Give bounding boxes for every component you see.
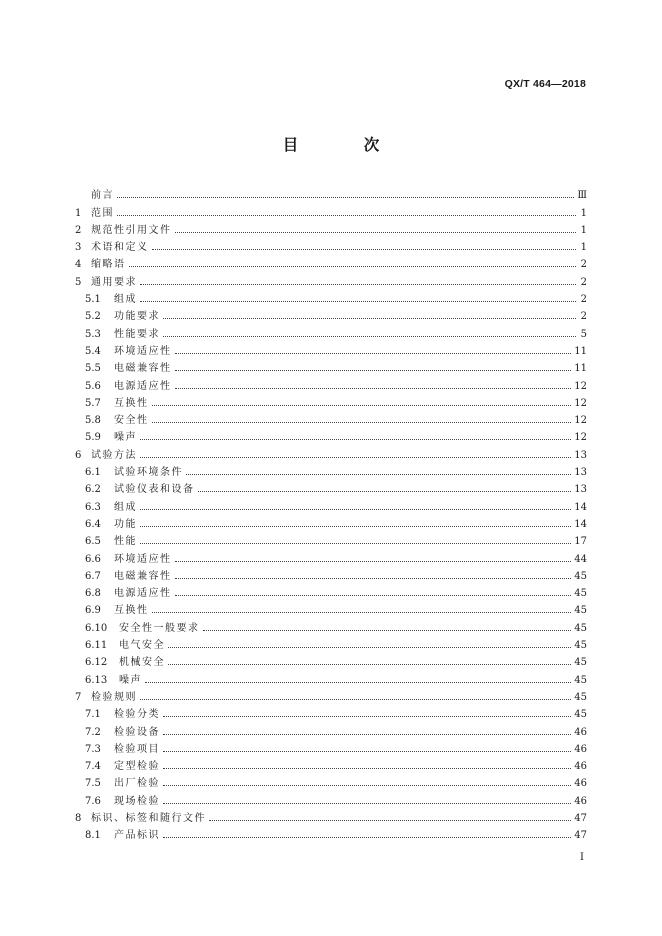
- toc-entry-title: 功能要求: [114, 311, 160, 323]
- toc-entry[interactable]: [75, 547, 587, 564]
- dot-leader: [163, 733, 571, 735]
- toc-entry-title: 缩略语: [91, 259, 126, 271]
- toc-entry-title: 电磁兼容性: [114, 570, 172, 582]
- dot-leader: [198, 490, 572, 492]
- toc-entry-title: 电源适应性: [114, 588, 172, 600]
- dot-leader: [140, 456, 571, 458]
- dot-leader: [140, 438, 571, 440]
- dot-leader: [140, 300, 576, 302]
- toc-entry-number: 2: [75, 224, 82, 236]
- toc-entry-title: 互换性: [114, 397, 149, 409]
- dot-leader: [168, 663, 571, 665]
- toc-entry[interactable]: [75, 374, 587, 391]
- toc-entry[interactable]: [75, 530, 587, 547]
- dot-leader: [140, 542, 571, 544]
- toc-entry-page: 46: [574, 761, 587, 773]
- toc-entry-title: 试验方法: [91, 449, 137, 461]
- toc-entry-page: 13: [574, 467, 587, 479]
- toc-entry[interactable]: [75, 807, 587, 824]
- toc-entry-page: 2: [580, 276, 587, 288]
- dot-leader: [140, 283, 576, 285]
- toc-entry-title: 检验分类: [114, 709, 160, 721]
- toc-entry-title: 定型检验: [114, 761, 160, 773]
- toc-entry-number: 7.4: [85, 761, 101, 773]
- toc-entry[interactable]: [75, 565, 587, 582]
- toc-entry-title: 噪声: [119, 674, 142, 686]
- standard-code: QX/T 464—2018: [504, 78, 586, 90]
- toc-entry-page: 46: [574, 743, 587, 755]
- dot-leader: [152, 248, 577, 250]
- toc-entry-title: 安全性一般要求: [119, 622, 200, 634]
- toc-entry-page: 45: [574, 674, 587, 686]
- toc-entry-page: 17: [574, 536, 587, 548]
- toc-entry[interactable]: [75, 755, 587, 772]
- dot-leader: [152, 404, 572, 406]
- toc-entry[interactable]: [75, 184, 587, 201]
- toc-entry-title: 检验规则: [91, 691, 137, 703]
- toc-title: 目 次: [282, 135, 410, 154]
- toc-entry-page: 12: [574, 397, 587, 409]
- toc-entry[interactable]: [75, 789, 587, 806]
- dot-leader: [175, 352, 572, 354]
- dot-leader: [163, 767, 571, 769]
- dot-leader: [175, 594, 572, 596]
- toc-entry-number: 6.8: [85, 588, 101, 600]
- dot-leader: [175, 577, 572, 579]
- toc-entry-number: 7.5: [85, 778, 101, 790]
- toc-entry-title: 范围: [91, 207, 114, 219]
- toc-entry-number: 6.7: [85, 570, 101, 582]
- toc-entry[interactable]: [75, 686, 587, 703]
- toc-entry-number: 6: [75, 449, 82, 461]
- toc-entry-title: 机械安全: [119, 657, 165, 669]
- toc-entry-number: 6.11: [85, 640, 108, 652]
- toc-entry-page: 45: [574, 657, 587, 669]
- toc-entry-number: 5.7: [85, 397, 101, 409]
- toc-entry[interactable]: [75, 478, 587, 495]
- toc-entry-title: 现场检验: [114, 795, 160, 807]
- toc-entry-title: 检验设备: [114, 726, 160, 738]
- toc-entry-page: 47: [574, 812, 587, 824]
- toc-entry-page: 45: [574, 709, 587, 721]
- toc-entry-title: 组成: [114, 294, 137, 306]
- toc-entry-page: 45: [574, 691, 587, 703]
- toc-entry-number: 5.5: [85, 363, 101, 375]
- toc-entry[interactable]: [75, 495, 587, 512]
- toc-entry-page: 2: [580, 294, 587, 306]
- toc-entry-page: 2: [580, 259, 587, 271]
- toc-entry-number: 8: [75, 812, 82, 824]
- toc-entry-title: 试验环境条件: [114, 467, 183, 479]
- toc-entry-number: 5.6: [85, 380, 101, 392]
- toc-entry-page: 12: [574, 415, 587, 427]
- toc-entry[interactable]: [75, 219, 587, 236]
- dot-leader: [129, 265, 577, 267]
- toc-entry-page: 14: [574, 518, 587, 530]
- toc-entry[interactable]: [75, 322, 587, 339]
- toc-entry-page: 45: [574, 605, 587, 617]
- toc-entry-number: 6.10: [85, 622, 108, 634]
- toc-entry-number: 6.4: [85, 518, 101, 530]
- toc-entry[interactable]: [75, 738, 587, 755]
- toc-entry-number: 6.13: [85, 674, 108, 686]
- dot-leader: [175, 387, 572, 389]
- toc-entry[interactable]: [75, 443, 587, 460]
- dot-leader: [163, 715, 571, 717]
- dot-leader: [186, 473, 571, 475]
- toc-entry-number: 6.2: [85, 484, 101, 496]
- dot-leader: [175, 369, 572, 371]
- toc-entry-page: 45: [574, 588, 587, 600]
- toc-entry-page: 2: [580, 311, 587, 323]
- toc-entry-page: 11: [574, 363, 587, 375]
- toc-entry-page: 1: [580, 242, 587, 254]
- toc-entry-title: 性能要求: [114, 328, 160, 340]
- table-of-contents: [75, 184, 587, 841]
- toc-entry[interactable]: [75, 616, 587, 633]
- toc-entry-page: 46: [574, 778, 587, 790]
- toc-entry-number: 6.9: [85, 605, 101, 617]
- toc-entry-number: 5.2: [85, 311, 101, 323]
- dot-leader: [203, 629, 572, 631]
- dot-leader: [163, 836, 571, 838]
- toc-entry-number: 6.12: [85, 657, 108, 669]
- toc-entry-page: 12: [574, 380, 587, 392]
- toc-entry-number: 5: [75, 276, 82, 288]
- toc-entry-number: 3: [75, 242, 82, 254]
- toc-entry-title: 性能: [114, 536, 137, 548]
- toc-entry-title: 互换性: [114, 605, 149, 617]
- toc-entry-title: 功能: [114, 518, 137, 530]
- toc-entry[interactable]: [75, 288, 587, 305]
- toc-entry-number: 6.5: [85, 536, 101, 548]
- toc-entry[interactable]: [75, 270, 587, 287]
- toc-entry-page: 13: [574, 484, 587, 496]
- toc-entry-page: 44: [574, 553, 587, 565]
- toc-entry-page: Ⅲ: [577, 190, 587, 202]
- toc-entry[interactable]: [75, 703, 587, 720]
- toc-entry-title: 环境适应性: [114, 553, 172, 565]
- toc-entry[interactable]: [75, 582, 587, 599]
- toc-entry[interactable]: [75, 634, 587, 651]
- toc-entry-page: 13: [574, 449, 587, 461]
- toc-entry[interactable]: [75, 772, 587, 789]
- dot-leader: [163, 802, 571, 804]
- toc-entry[interactable]: [75, 392, 587, 409]
- toc-entry-number: 7.6: [85, 795, 101, 807]
- toc-entry-page: 46: [574, 726, 587, 738]
- toc-entry-title: 环境适应性: [114, 345, 172, 357]
- dot-leader: [152, 421, 572, 423]
- dot-leader: [140, 698, 571, 700]
- toc-entry-number: 7.1: [85, 709, 101, 721]
- dot-leader: [175, 231, 577, 233]
- dot-leader: [163, 335, 576, 337]
- toc-entry[interactable]: [75, 824, 587, 841]
- dot-leader: [175, 560, 572, 562]
- toc-entry-number: 6.6: [85, 553, 101, 565]
- toc-entry-number: 7: [75, 691, 82, 703]
- toc-entry-title: 组成: [114, 501, 137, 513]
- toc-entry[interactable]: [75, 461, 587, 478]
- toc-entry-page: 11: [574, 345, 587, 357]
- toc-entry-title: 电气安全: [119, 640, 165, 652]
- toc-entry[interactable]: [75, 409, 587, 426]
- toc-entry-title: 产品标识: [114, 830, 160, 842]
- toc-entry[interactable]: [75, 357, 587, 374]
- toc-entry-title: 电磁兼容性: [114, 363, 172, 375]
- toc-entry-number: 5.1: [85, 294, 101, 306]
- dot-leader: [140, 508, 571, 510]
- page-number: I: [580, 852, 584, 863]
- toc-entry[interactable]: [75, 305, 587, 322]
- toc-entry-title: 电源适应性: [114, 380, 172, 392]
- dot-leader: [163, 317, 576, 319]
- toc-entry-page: 1: [580, 224, 587, 236]
- toc-entry-number: 5.8: [85, 415, 101, 427]
- toc-entry-number: 5.4: [85, 345, 101, 357]
- toc-entry-number: 5.9: [85, 432, 101, 444]
- dot-leader: [163, 750, 571, 752]
- dot-leader: [152, 611, 572, 613]
- toc-entry-title: 噪声: [114, 432, 137, 444]
- toc-entry-number: 4: [75, 259, 82, 271]
- toc-entry-title: 检验项目: [114, 743, 160, 755]
- dot-leader: [117, 214, 576, 216]
- toc-entry-page: 5: [580, 328, 587, 340]
- toc-entry-page: 14: [574, 501, 587, 513]
- toc-entry[interactable]: [75, 236, 587, 253]
- toc-entry-title: 术语和定义: [91, 242, 149, 254]
- toc-entry-page: 45: [574, 640, 587, 652]
- dot-leader: [117, 196, 574, 198]
- toc-entry[interactable]: [75, 426, 587, 443]
- toc-entry[interactable]: [75, 201, 587, 218]
- toc-entry[interactable]: [75, 668, 587, 685]
- toc-entry-page: 47: [574, 830, 587, 842]
- dot-leader: [168, 646, 571, 648]
- toc-entry-number: 5.3: [85, 328, 101, 340]
- toc-entry[interactable]: [75, 513, 587, 530]
- toc-entry-page: 1: [580, 207, 587, 219]
- dot-leader: [163, 784, 571, 786]
- toc-entry-page: 12: [574, 432, 587, 444]
- toc-entry-page: 45: [574, 570, 587, 582]
- toc-entry-title: 通用要求: [91, 276, 137, 288]
- toc-entry-page: 45: [574, 622, 587, 634]
- toc-entry-number: 7.2: [85, 726, 101, 738]
- toc-entry-number: 6.3: [85, 501, 101, 513]
- toc-entry-number: 1: [75, 207, 82, 219]
- toc-entry-title: 安全性: [114, 415, 149, 427]
- toc-entry-number: 6.1: [85, 467, 101, 479]
- toc-entry[interactable]: [75, 720, 587, 737]
- toc-entry-title: 规范性引用文件: [91, 224, 172, 236]
- toc-entry[interactable]: [75, 340, 587, 357]
- toc-entry-title: 出厂检验: [114, 778, 160, 790]
- toc-entry-title: 标识、标签和随行文件: [91, 812, 206, 824]
- toc-entry-page: 46: [574, 795, 587, 807]
- toc-entry-title: 前言: [91, 190, 114, 202]
- toc-entry[interactable]: [75, 651, 587, 668]
- dot-leader: [140, 525, 571, 527]
- toc-entry-number: 8.1: [85, 830, 101, 842]
- toc-entry[interactable]: [75, 253, 587, 270]
- dot-leader: [145, 681, 571, 683]
- dot-leader: [209, 819, 571, 821]
- toc-entry[interactable]: [75, 599, 587, 616]
- toc-entry-number: 7.3: [85, 743, 101, 755]
- toc-entry-title: 试验仪表和设备: [114, 484, 195, 496]
